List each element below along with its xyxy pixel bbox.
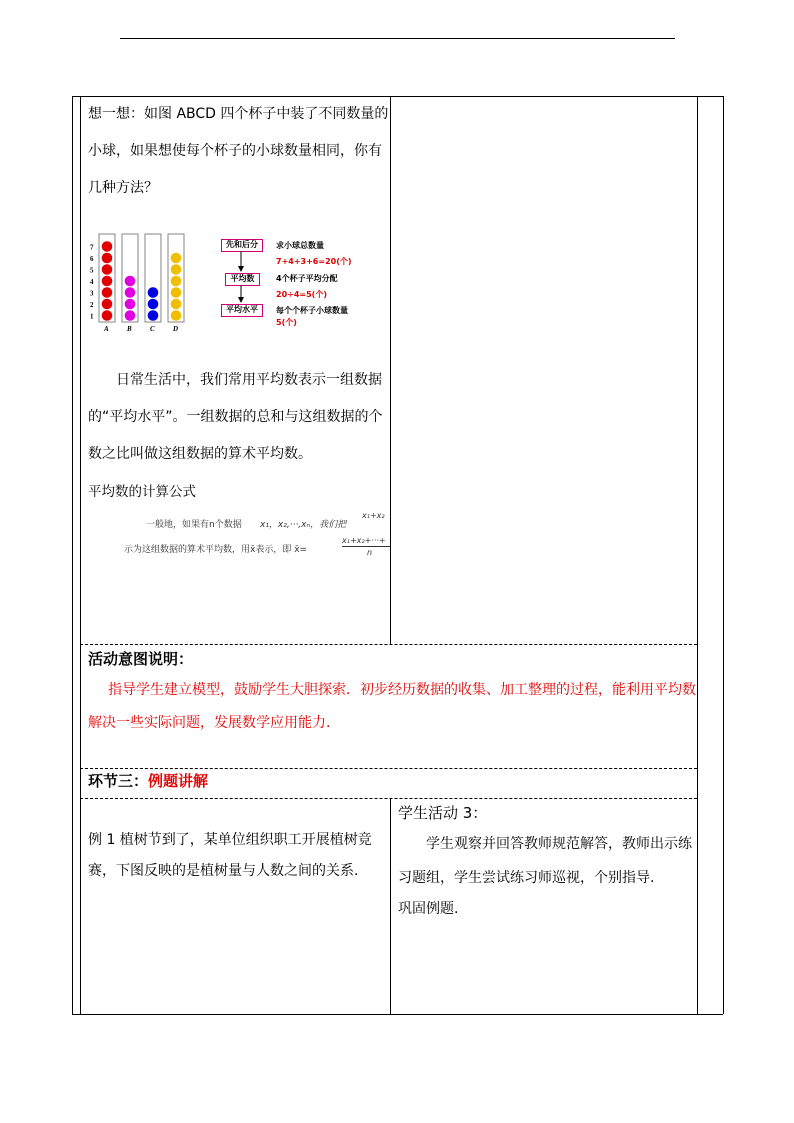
- flow-box-sum: 先和后分: [221, 239, 263, 252]
- ball: [148, 299, 159, 310]
- ball: [125, 299, 136, 310]
- ball: [148, 310, 159, 321]
- ball: [171, 253, 182, 264]
- para-line: 数之比叫做这组数据的算术平均数。: [88, 446, 312, 462]
- think-line: 几种方法？: [88, 180, 158, 196]
- y-axis-label: 5: [90, 266, 94, 275]
- ball: [171, 299, 182, 310]
- section3-label: 环节三：: [88, 772, 149, 790]
- flow-arrows: [236, 251, 246, 305]
- ball: [171, 276, 182, 287]
- formula-line1: 一般地，如果有n个数据: [146, 520, 242, 530]
- ball: [102, 253, 113, 264]
- ball: [102, 310, 113, 321]
- intent-line: 指导学生建立模型，鼓励学生大胆探索．初步经历数据的收集、加工整理的过程，能利用平均数: [108, 682, 696, 698]
- intent-line: 解决一些实际问题，发展数学应用能力.: [88, 715, 331, 731]
- intent-title: 活动意图说明：: [88, 650, 194, 668]
- ball: [171, 287, 182, 298]
- flow-box-average: 平均数: [225, 273, 260, 286]
- ball: [125, 287, 136, 298]
- flow-note: 7+4+3+6=20(个): [276, 257, 352, 266]
- formula-title: 平均数的计算公式: [88, 484, 196, 500]
- y-axis-label: 6: [90, 254, 94, 263]
- cups-figure: [86, 228, 198, 334]
- example-line: 例 1 植树节到了，某单位组织职工开展植树竞: [88, 832, 372, 848]
- y-axis-label: 2: [90, 300, 94, 309]
- ball: [102, 264, 113, 275]
- cup-label: A: [104, 325, 109, 333]
- cup-label: B: [127, 325, 132, 333]
- formula-denominator: n: [367, 548, 373, 557]
- formula-fraction: x₁+x₂: [362, 511, 385, 520]
- flow-note: 每个个杯子小球数量: [276, 306, 348, 315]
- section3-heading: [88, 771, 208, 792]
- y-axis-label: 1: [90, 312, 94, 321]
- flow-note: 20÷4=5(个): [276, 290, 327, 299]
- think-line: 小球，如果想使每个杯子的小球数量相同，你有: [88, 143, 382, 159]
- ball: [102, 241, 113, 252]
- ball: [102, 299, 113, 310]
- ball: [102, 276, 113, 287]
- cup-label: D: [173, 325, 179, 333]
- think-line: 想一想：如图 ABCD 四个杯子中装了不同数量的: [88, 106, 389, 122]
- y-axis-label: 7: [90, 243, 94, 252]
- ball: [148, 287, 159, 298]
- student-line: 习题组，学生尝试练习师巡视，个别指导.: [398, 870, 655, 886]
- para-line: 的“平均水平”。一组数据的总和与这组数据的个: [88, 409, 383, 425]
- y-axis-label: 3: [90, 289, 94, 298]
- flow-note: 5(个): [276, 318, 297, 327]
- header-rule: [120, 38, 675, 39]
- student-activity-title: 学生活动 3：: [398, 804, 488, 822]
- formula-vars: x₁，x₂,···,xₙ，我们把: [260, 520, 347, 530]
- fraction-bar: [342, 546, 390, 547]
- student-line: 学生观察并回答教师规范解答，教师出示练: [426, 836, 692, 852]
- ball: [171, 264, 182, 275]
- ball: [102, 287, 113, 298]
- cup-label: C: [150, 325, 155, 333]
- student-line: 巩固例题.: [398, 901, 459, 917]
- formula-block: [80, 505, 390, 565]
- formula-numerator: x₁+x₂+···+: [342, 536, 386, 545]
- para-line: 日常生活中，我们常用平均数表示一组数据: [116, 372, 382, 388]
- flow-box-level: 平均水平: [221, 304, 263, 317]
- ball: [125, 276, 136, 287]
- ball: [171, 310, 182, 321]
- ball: [125, 310, 136, 321]
- flow-note: 4个杯子平均分配: [276, 274, 338, 283]
- section3-title: 例题讲解: [148, 772, 209, 790]
- formula-line2: 示为这组数据的算术平均数，用x̄表示，即 x̄=: [124, 545, 308, 555]
- flow-note: 求小球总数量: [276, 241, 324, 250]
- y-axis-label: 4: [90, 277, 94, 286]
- example-line: 赛，下图反映的是植树量与人数之间的关系.: [88, 863, 359, 879]
